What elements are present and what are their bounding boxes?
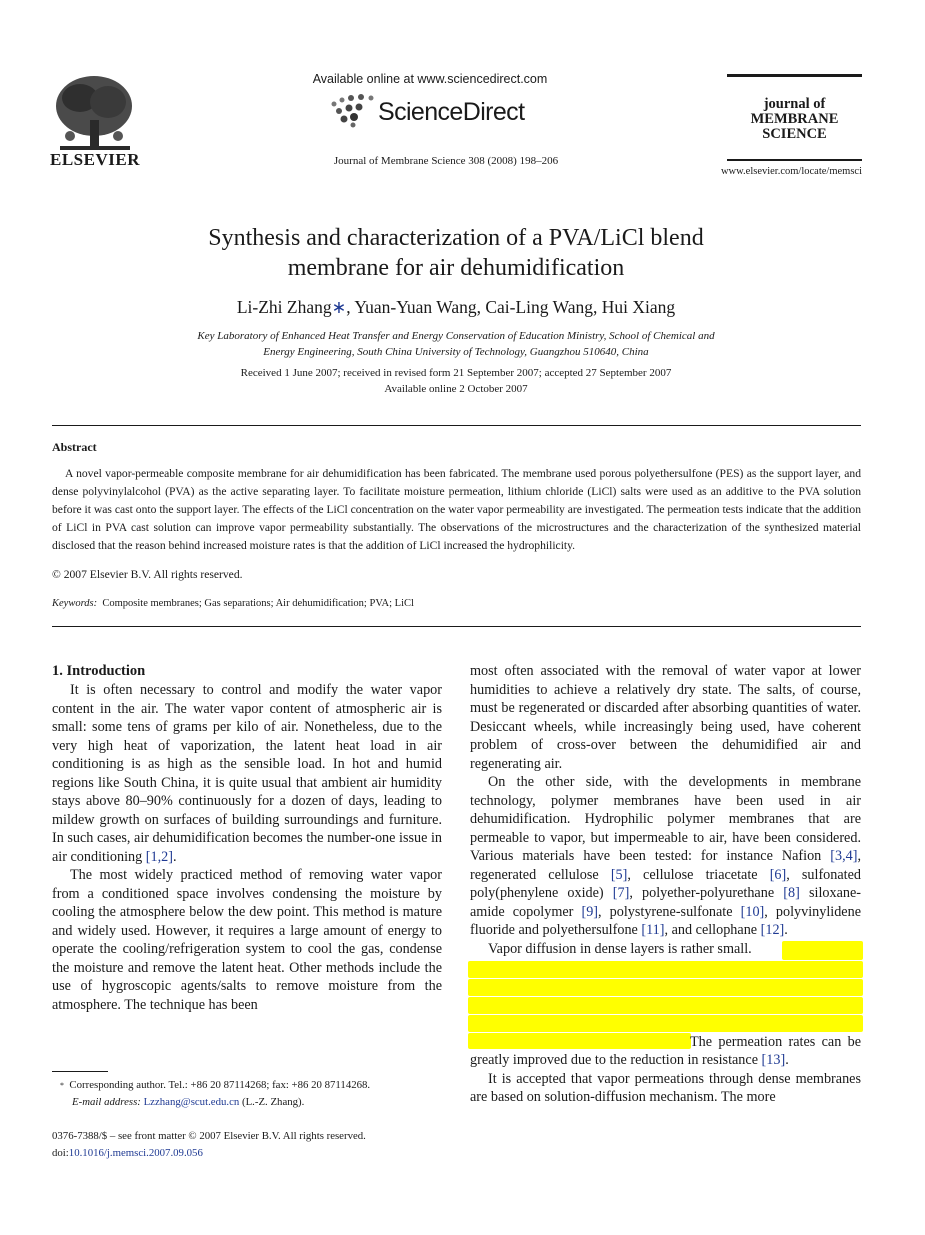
paragraph-text: . xyxy=(172,848,177,865)
citation-link[interactable]: [3,4] xyxy=(830,848,858,864)
paragraph-text: siloxane-amide copolymer xyxy=(470,885,861,920)
doi-line xyxy=(52,1145,366,1162)
paragraph-text: The permeation rates can be greatly improved due to the reduction in resistance xyxy=(470,1033,861,1068)
doi-label: doi: xyxy=(52,1147,69,1159)
journal-url-link[interactable]: www.elsevier.com/locate/memsci xyxy=(720,166,862,177)
citation-link[interactable]: [13] xyxy=(761,1052,786,1068)
paragraph-text: . xyxy=(785,1052,789,1068)
available-online-text[interactable]: Available online at www.sciencedirect.com xyxy=(312,72,548,86)
author-list xyxy=(120,297,792,318)
title-line: membrane for air dehumidification xyxy=(287,255,625,281)
keywords-list: Composite membranes; Gas separations; Air dehumidification; PVA; LiCl xyxy=(102,598,414,609)
paragraph-text: , polystyrene-sulfonate xyxy=(598,903,741,920)
journal-logo-line: journal of xyxy=(763,96,826,112)
citation-link[interactable]: [6] xyxy=(769,866,787,883)
sciencedirect-dots-icon xyxy=(326,92,386,128)
footnote-mark: * xyxy=(60,1081,64,1090)
paragraph: It is accepted that vapor permeations through dense membranes are based on solution-diffusion mechanism. The more xyxy=(470,1070,861,1105)
affiliation-line: Key Laboratory of Enhanced Heat Transfer and Energy Conservation of Education Ministry, School of Chemical and xyxy=(197,330,715,342)
abstract-text: A novel vapor-permeable composite membrane for air dehumidification has been fabricated. The membrane used porous polyethersulfone (PES) as the support layer, and dense polyvinylalcohol (PVA) as the active separating layer. To facilitate moisture permeation, lithium chloride (LiCl) salts were used as an additive to the PVA solution before it was cast onto the support layer. The effects of the LiCl concentration on the water vapor permeability are investigated. The permeation tests indicate that the addition of LiCl in PVA cast solution can improve vapor permeability substantially. The observations of the microstructures and the characterization of the synthesized material disclosed that the reason behind increased moisture rates is that the addition of LiCl increased the hydrophilicity. xyxy=(52,467,861,552)
page-footer xyxy=(52,1128,366,1162)
journal-citation: Journal of Membrane Science 308 (2008) 198–206 xyxy=(333,155,559,167)
abstract-top-rule xyxy=(52,425,861,426)
abstract-heading: Abstract xyxy=(52,440,97,454)
journal-logo-line: SCIENCE xyxy=(762,126,827,142)
email-note xyxy=(60,1094,370,1111)
citation-link[interactable]: [7] xyxy=(612,885,630,901)
keywords xyxy=(52,598,414,609)
abstract-copyright: © 2007 Elsevier B.V. All rights reserved. xyxy=(52,568,243,581)
issn-line: 0376-7388/$ – see front matter © 2007 Elsevier B.V. All rights reserved. xyxy=(52,1130,366,1142)
email-link[interactable]: Lzzhang@scut.edu.cn xyxy=(143,1096,240,1108)
paragraph xyxy=(470,1033,861,1070)
citation-link[interactable]: [1,2] xyxy=(145,848,173,865)
email-label: E-mail address: xyxy=(72,1096,141,1108)
paragraph-text: On the other side, with the developments in membrane technology, polymer membranes have been used in air dehumidification. Hydrophilic polymer membranes that are permeable to vapor, but impermeable to air, have been considered. Various materials have been tested: for instance Nafion xyxy=(470,774,861,864)
paragraph-text: . xyxy=(784,922,788,938)
abstract-bottom-rule xyxy=(52,626,861,627)
journal-logo-rule-bottom xyxy=(727,159,862,161)
corresponding-author-note xyxy=(60,1077,370,1094)
paragraph: The most widely practiced method of removing water vapor from a conditioned space involves condensing the moisture by cooling the atmosphere below the dew point. This method is mature and widely used. However, it requires a large amount of energy to operate the cooling/refrigeration system to cool the gas, condense the moisture and remove the latent heat. Other methods include the use of hygroscopic agents/salts to remove moisture from the atmosphere. The technique has been xyxy=(52,867,442,1013)
journal-logo-rule-top xyxy=(727,74,862,77)
publisher-name: ELSEVIER xyxy=(50,150,140,169)
citation-link[interactable]: [11] xyxy=(641,922,665,938)
right-column xyxy=(470,662,861,1107)
citation-link[interactable]: [12] xyxy=(760,922,785,938)
paragraph-text: , cellulose triacetate xyxy=(627,866,770,883)
paragraph-text: , and cellophane xyxy=(664,922,761,938)
journal-logo-line: MEMBRANE xyxy=(750,111,839,127)
email-suffix: (L.-Z. Zhang). xyxy=(241,1096,305,1108)
affiliation xyxy=(150,329,762,360)
author-names: , Yuan-Yuan Wang, Cai-Ling Wang, Hui Xiang xyxy=(346,297,676,317)
author-name: Li-Zhi Zhang xyxy=(236,297,332,317)
paragraph xyxy=(52,681,442,866)
footnote xyxy=(60,1077,370,1111)
paragraph: most often associated with the removal of water vapor at lower humidities to achieve a relatively dry state. The salts, of course, must be regenerated or discarded after absorbing quantities of water. Desiccant wheels, while increasingly being used, have coherent problem of cross-over between the dehumidified air and regenerating air. xyxy=(470,663,861,772)
paragraph-text: , regenerated cellulose xyxy=(470,848,861,883)
left-column xyxy=(52,681,442,1014)
footnote-text: Corresponding author. Tel.: +86 20 87114268; fax: +86 20 87114268. xyxy=(69,1079,371,1091)
doi-link[interactable]: 10.1016/j.memsci.2007.09.056 xyxy=(68,1147,203,1159)
paragraph xyxy=(470,773,861,940)
footnote-rule xyxy=(52,1071,108,1072)
paragraph-text: , sulfonated poly(phenylene oxide) xyxy=(470,866,861,901)
citation-link[interactable]: [8] xyxy=(783,885,800,901)
article-title xyxy=(120,223,792,283)
citation-link[interactable]: [5] xyxy=(610,866,628,883)
article-dates xyxy=(150,366,762,397)
section-heading: 1. Introduction xyxy=(52,663,146,679)
paragraph-text: It is often necessary to control and modify the water vapor content in the air. The water vapor content of atmospheric air is small: some tens of grams per kilo of air. Nonetheless, due to the very high heat of vaporization, the latent heat load in air conditioning is as high as the sensible load. In hot and humid regions like South China, it is quite usual that ambient air humidity stays above 80–90% continuously for a dozen of days, leading to mildew growth on surfaces of building surroundings and furniture. In such cases, air dehumidification becomes the number-one issue in air conditioning xyxy=(52,682,442,865)
affiliation-line: Energy Engineering, South China University of Technology, Guangzhou 510640, China xyxy=(263,345,649,358)
paragraph xyxy=(470,940,861,1033)
paragraph-text: , polyvinylidene fluoride and polyethersulfone xyxy=(470,903,861,938)
citation-link[interactable]: [10] xyxy=(740,903,765,920)
available-online-date: Available online 2 October 2007 xyxy=(384,382,528,395)
title-line: Synthesis and characterization of a PVA/LiCl blend xyxy=(208,225,704,251)
received-dates: Received 1 June 2007; received in revised form 21 September 2007; accepted 27 September 2007 xyxy=(240,367,672,379)
keywords-label: Keywords: xyxy=(52,598,98,609)
corresponding-author-mark-link[interactable]: ∗ xyxy=(331,297,347,317)
sciencedirect-wordmark: ScienceDirect xyxy=(378,98,525,126)
journal-logo xyxy=(727,97,862,142)
paragraph-text: , polyether-polyurethane xyxy=(629,885,784,901)
paragraph-text: Vapor diffusion in dense layers is rather small. xyxy=(488,940,752,957)
citation-link[interactable]: [9] xyxy=(581,903,599,920)
